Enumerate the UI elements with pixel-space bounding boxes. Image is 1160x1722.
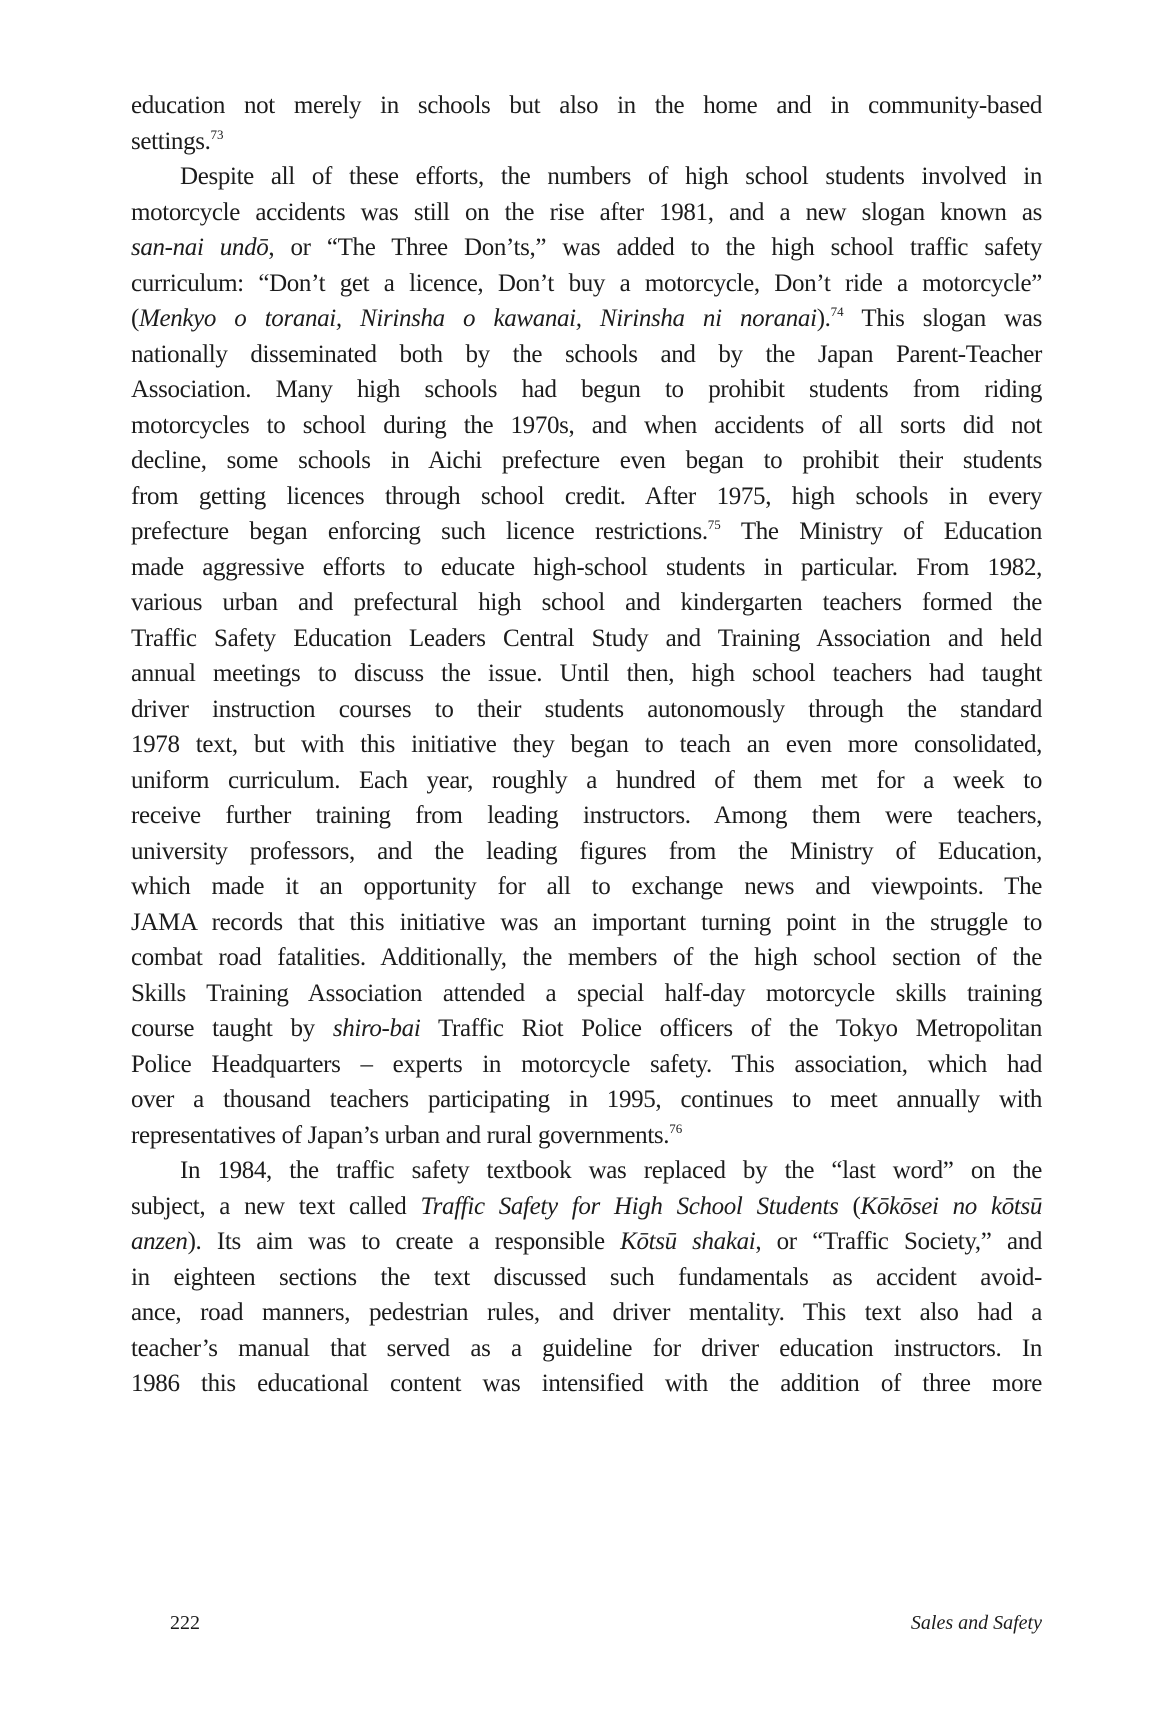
text-run: curriculum: “Don’t get a licence, Don’t buy a motorcycle, Don’t ride a motorcycle” (131, 269, 1042, 297)
text-run: driver instruction courses to their students autonomously through the standard (131, 695, 1042, 723)
text-run: made aggressive efforts to educate high-school students in particular. From 1982, (131, 553, 1042, 581)
text-line (131, 1118, 1042, 1154)
text-line (131, 479, 1042, 515)
footnote-ref: 73 (210, 126, 224, 142)
text-run: representatives of Japan’s urban and rural governments. (131, 1121, 670, 1149)
text-line (131, 1189, 1042, 1225)
italic-term: Kōtsū shakai (620, 1228, 756, 1255)
text-line (131, 656, 1042, 692)
text-line (131, 763, 1042, 799)
italic-term: Kōkōsei no kōtsū (860, 1192, 1042, 1220)
italic-term: Menkyo o toranai, Nirinsha o kawanai, Nirinsha ni noranai (138, 305, 817, 332)
text-run: , or “Traffic Society,” and (755, 1228, 1043, 1255)
text-run: over a thousand teachers participating in 1995, continues to meet annually with (131, 1086, 1042, 1113)
text-run: This slogan was (843, 305, 1043, 332)
text-run: teacher’s manual that served as a guideline for driver education instructors. In (131, 1334, 1042, 1362)
italic-term: san-nai undō (131, 234, 269, 261)
text-line (131, 337, 1042, 373)
text-run: ). (816, 305, 831, 332)
text-run: Traffic Riot Police officers of the Tokyo Metropolitan (420, 1015, 1042, 1042)
text-line (131, 798, 1042, 834)
text-run: education not merely in schools but also in the home and in community-based (131, 92, 1042, 119)
text-run: 1978 text, but with this initiative they began to teach an even more consolidated, (131, 731, 1042, 758)
text-line (131, 585, 1042, 621)
text-line (131, 1260, 1042, 1296)
text-run: subject, a new text called (131, 1192, 421, 1220)
text-run: ( (131, 305, 139, 332)
page-number: 222 (170, 1612, 200, 1634)
text-run: receive further training from leading instructors. Among them were teachers, (131, 802, 1042, 829)
text-line (131, 124, 1042, 160)
text-run: 1986 this educational content was intensified with the addition of three more (131, 1370, 1042, 1397)
text-line (131, 514, 1042, 550)
text-line (131, 692, 1042, 728)
text-run: Association. Many high schools had begun to prohibit students from riding (131, 376, 1042, 403)
footnote-ref: 76 (669, 1120, 683, 1136)
italic-term: Traffic Safety for High School Students (420, 1192, 839, 1220)
text-run: course taught by (131, 1015, 333, 1042)
text-run: annual meetings to discuss the issue. Until then, high school teachers had taught (131, 660, 1042, 687)
running-title: Sales and Safety (910, 1612, 1042, 1634)
text-line (131, 905, 1042, 941)
text-run: which made it an opportunity for all to exchange news and viewpoints. The (131, 873, 1042, 900)
text-line (131, 1011, 1042, 1047)
text-line (131, 1153, 1042, 1189)
text-run: Traffic Safety Education Leaders Central Study and Training Association and held (131, 624, 1042, 652)
text-line (131, 195, 1042, 231)
text-run: JAMA records that this initiative was an important turning point in the struggle to (131, 908, 1042, 936)
text-run: In 1984, the traffic safety textbook was replaced by the “last word” on the (180, 1157, 1042, 1184)
text-line (131, 408, 1042, 444)
text-line (131, 1366, 1042, 1402)
text-line (131, 301, 1042, 337)
text-line (131, 1331, 1042, 1367)
text-line (131, 1047, 1042, 1083)
text-line (131, 1082, 1042, 1118)
text-line (131, 727, 1042, 763)
body-text (131, 88, 1042, 1402)
text-line (131, 266, 1042, 302)
text-run: decline, some schools in Aichi prefecture even began to prohibit their students (131, 447, 1042, 474)
page-footer (170, 1612, 1042, 1642)
text-line (131, 976, 1042, 1012)
text-line (131, 869, 1042, 905)
text-run: ance, road manners, pedestrian rules, and driver mentality. This text also had a (131, 1299, 1042, 1326)
text-run: uniform curriculum. Each year, roughly a hundred of them met for a week to (131, 766, 1042, 794)
text-run: motorcycle accidents was still on the rise after 1981, and a new slogan known as (131, 198, 1042, 226)
text-line (131, 1295, 1042, 1331)
text-run: combat road fatalities. Additionally, the members of the high school section of the (131, 944, 1042, 971)
text-line (131, 230, 1042, 266)
text-run: various urban and prefectural high school and kindergarten teachers formed the (131, 589, 1042, 616)
text-run: Police Headquarters – experts in motorcycle safety. This association, which had (131, 1050, 1042, 1078)
text-line (131, 443, 1042, 479)
text-line (131, 372, 1042, 408)
italic-term: anzen (131, 1228, 188, 1255)
paragraph (131, 1153, 1042, 1402)
text-run: ). Its aim was to create a responsible (187, 1228, 621, 1255)
text-line (131, 550, 1042, 586)
footnote-ref: 75 (707, 517, 721, 532)
text-line (131, 940, 1042, 976)
text-run: ( (838, 1192, 861, 1220)
text-run: , or “The Three Don’ts,” was added to the high school traffic safety (268, 234, 1042, 261)
text-run: motorcycles to school during the 1970s, and when accidents of all sorts did not (131, 411, 1042, 439)
text-run: university professors, and the leading figures from the Ministry of Education, (131, 837, 1042, 865)
italic-term: shiro-bai (332, 1015, 421, 1042)
text-run: prefecture began enforcing such licence restrictions. (131, 518, 708, 545)
paragraph (131, 88, 1042, 159)
text-run: The Ministry of Education (720, 518, 1042, 545)
footnote-ref: 74 (830, 304, 844, 319)
text-line (131, 88, 1042, 124)
text-run: from getting licences through school credit. After 1975, high schools in every (131, 482, 1042, 510)
text-line (131, 159, 1042, 195)
text-line (131, 1224, 1042, 1260)
text-run: settings. (131, 127, 211, 155)
text-line (131, 621, 1042, 657)
paragraph (131, 159, 1042, 1153)
text-run: nationally disseminated both by the schools and by the Japan Parent-Teacher (131, 340, 1042, 368)
text-run: Despite all of these efforts, the numbers of high school students involved in (180, 163, 1042, 190)
text-run: in eighteen sections the text discussed such fundamentals as accident avoid- (131, 1263, 1042, 1291)
text-line (131, 834, 1042, 870)
text-run: Skills Training Association attended a special half-day motorcycle skills training (131, 979, 1042, 1007)
